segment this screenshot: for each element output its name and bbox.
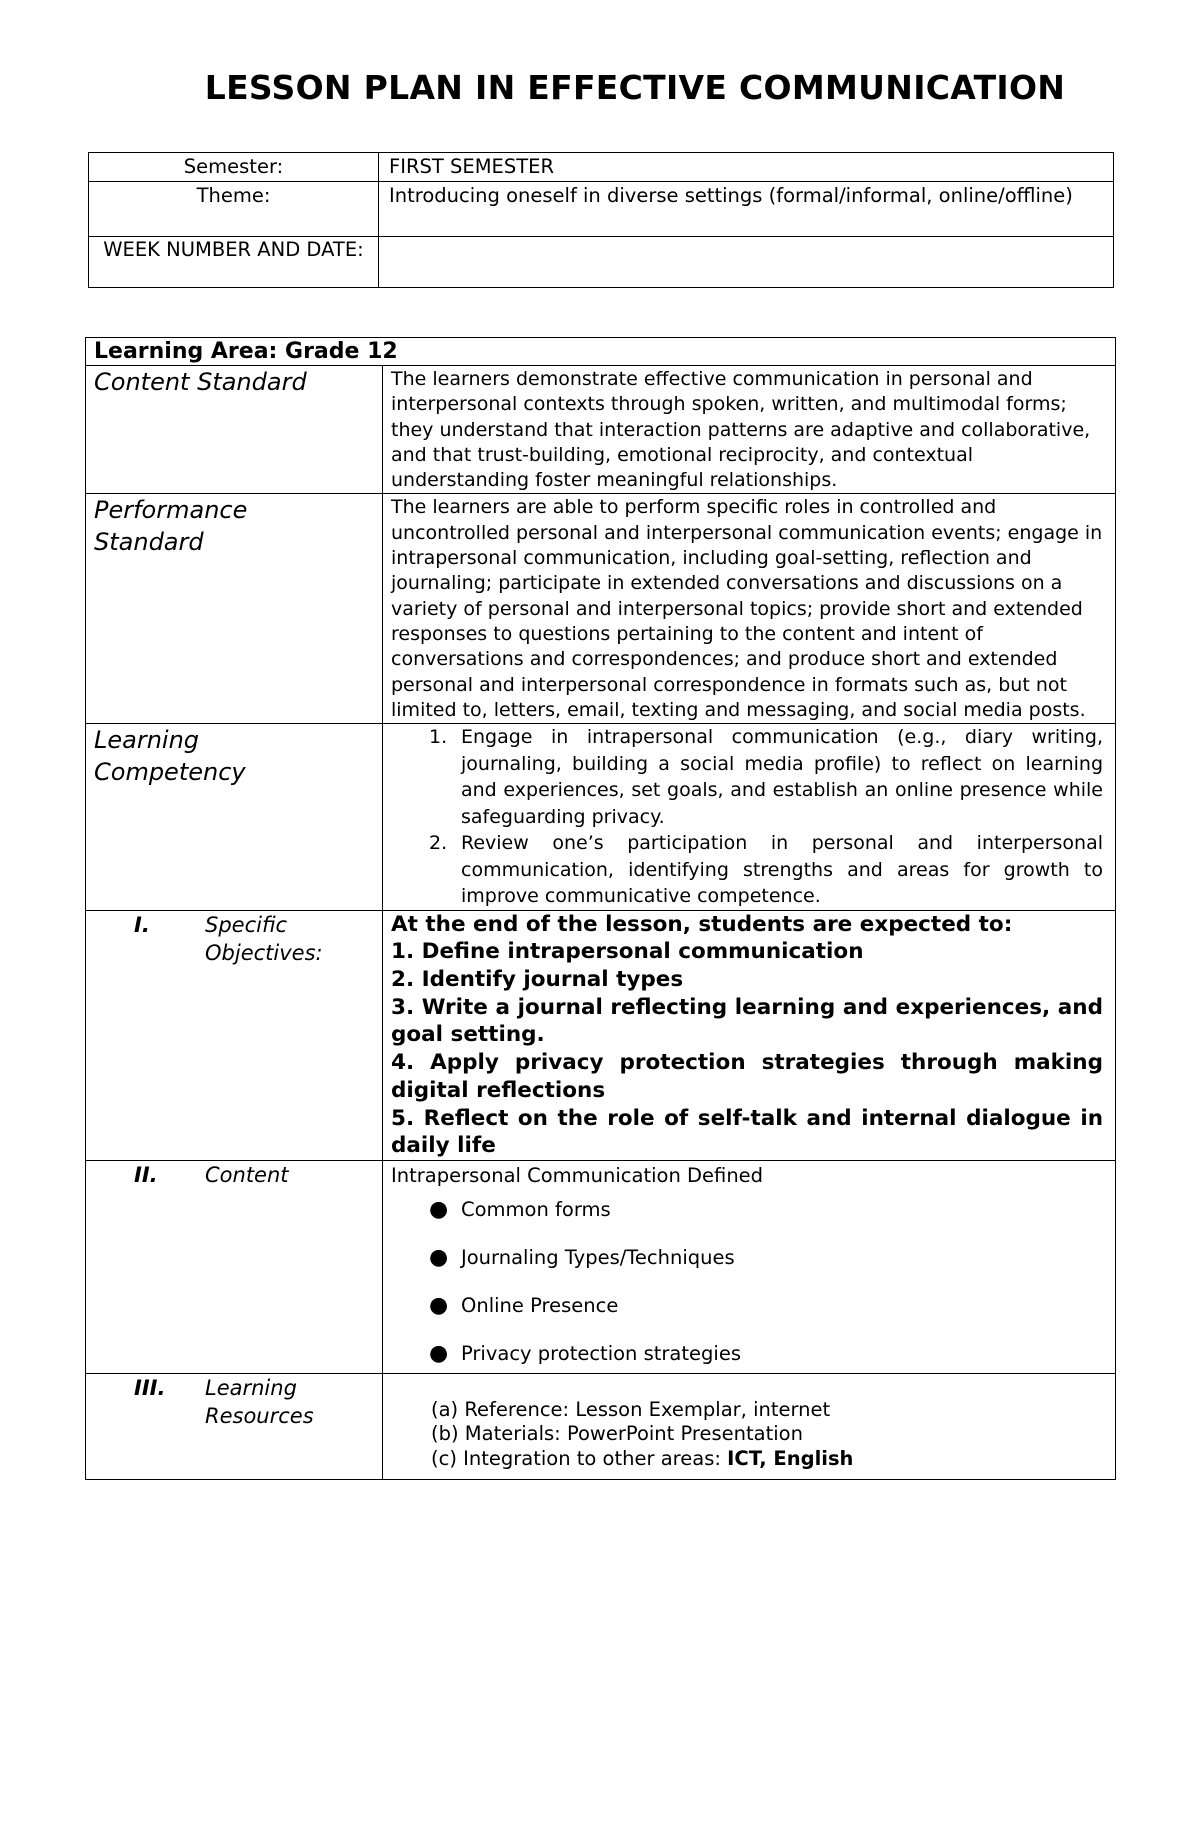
week-value (379, 237, 1114, 288)
list-item (391, 1293, 1107, 1341)
content-title: Intrapersonal Communication Defined (391, 1163, 764, 1187)
competency-number: 1. (429, 726, 448, 749)
learning-area: Learning Area: Grade 12 (86, 338, 1116, 366)
resources-label-text: Learning Resources (205, 1375, 314, 1428)
objective-item: 5. Reflect on the role of self-talk and internal dialogue in daily life (391, 1105, 1103, 1159)
content-item-text: Privacy protection strategies (461, 1341, 741, 1365)
learning-competency-label (86, 724, 383, 911)
week-label: WEEK NUMBER AND DATE: (89, 237, 379, 288)
theme-label: Theme: (89, 182, 379, 237)
page-title: LESSON PLAN IN EFFECTIVE COMMUNICATION (204, 68, 1066, 107)
objective-item: 2. Identify journal types (391, 967, 684, 993)
objectives-intro: At the end of the lesson, students are expected to: (391, 911, 1013, 937)
resource-integration-prefix: (c) Integration to other areas: (431, 1446, 728, 1470)
resource-integration-areas: ICT, English (727, 1446, 854, 1470)
content-label (94, 1161, 374, 1189)
semester-value: FIRST SEMESTER (379, 153, 1114, 182)
competency-text: Engage in intrapersonal communication (e.g., diary writing, journaling, building a social media profile) to reflect on learning and experiences, set goals, and establish an online presence while safeguarding privacy. (461, 726, 1103, 828)
semester-label: Semester: (89, 153, 379, 182)
content-list (391, 1197, 1107, 1371)
list-item (391, 1341, 1107, 1371)
competency-text: Review one’s participation in personal and interpersonal communication, identifying strengths and areas for growth to improve communicative competence. (461, 832, 1103, 908)
objectives-label-cell (86, 910, 383, 1160)
list-item (391, 1245, 1107, 1293)
content-standard-label: Content Standard (86, 366, 383, 494)
performance-standard-label-text: Performance Standard (94, 496, 248, 557)
performance-standard-label (86, 494, 383, 724)
bullet-icon: ● (429, 1196, 449, 1222)
bullet-icon: ● (429, 1292, 449, 1318)
competency-list (391, 724, 1103, 910)
content-item-text: Journaling Types/Techniques (461, 1245, 735, 1269)
objective-item: 4. Apply privacy protection strategies through making digital reflections (391, 1050, 1103, 1103)
competency-number: 2. (429, 832, 448, 855)
resource-materials: (b) Materials: PowerPoint Presentation (431, 1422, 803, 1446)
performance-standard-text: The learners are able to perform specific roles in controlled and uncontrolled personal and interpersonal communication events; engage in intrapersonal communication, including goal-setting, reflection and journaling; participate in extended conversations and discussions on a variety of personal and interpersonal topics; provide short and extended responses to questions pertaining to the content and intent of conversations and correspondences; and produce short and extended personal and interpersonal correspondence in formats such as, but not limited to, letters, email, texting and messaging, and social media posts. (383, 494, 1116, 724)
content-item-text: Common forms (461, 1197, 611, 1221)
content-label-text: Content (205, 1162, 289, 1187)
resources-label-cell (86, 1373, 383, 1480)
theme-value: Introducing oneself in diverse settings (formal/informal, online/offline) (379, 182, 1114, 237)
objectives-roman: I. (134, 912, 150, 937)
learning-competency-cell (383, 724, 1116, 911)
objectives-cell (383, 910, 1116, 1160)
learning-competency-label-text: Learning Competency (94, 726, 246, 787)
content-label-cell (86, 1160, 383, 1373)
list-item (391, 830, 1103, 910)
objectives-label-text: Specific Objectives: (205, 912, 323, 965)
bullet-icon: ● (429, 1340, 449, 1366)
bullet-icon: ● (429, 1244, 449, 1270)
resource-reference: (a) Reference: Lesson Exemplar, internet (431, 1397, 831, 1421)
list-item (391, 1197, 1107, 1245)
content-standard-text: The learners demonstrate effective communication in personal and interpersonal contexts through spoken, written, and multimodal forms; they understand that interaction patterns are adaptive and collaborative, and that trust-building, emotional reciprocity, and contextual understanding foster meaningful relationships. (383, 366, 1116, 494)
list-item (391, 724, 1103, 830)
objective-item: 1. Define intrapersonal communication (391, 939, 864, 965)
resources-label (94, 1374, 374, 1430)
header-table (88, 152, 1114, 288)
content-cell (383, 1160, 1116, 1373)
resources-roman: III. (134, 1375, 166, 1400)
resources-cell (383, 1373, 1116, 1480)
content-roman: II. (134, 1162, 158, 1187)
objectives-label (94, 911, 374, 967)
lesson-table (85, 337, 1116, 1480)
resource-integration (391, 1447, 1107, 1472)
objective-item: 3. Write a journal reflecting learning and experiences, and goal setting. (391, 994, 1103, 1048)
content-item-text: Online Presence (461, 1293, 619, 1317)
